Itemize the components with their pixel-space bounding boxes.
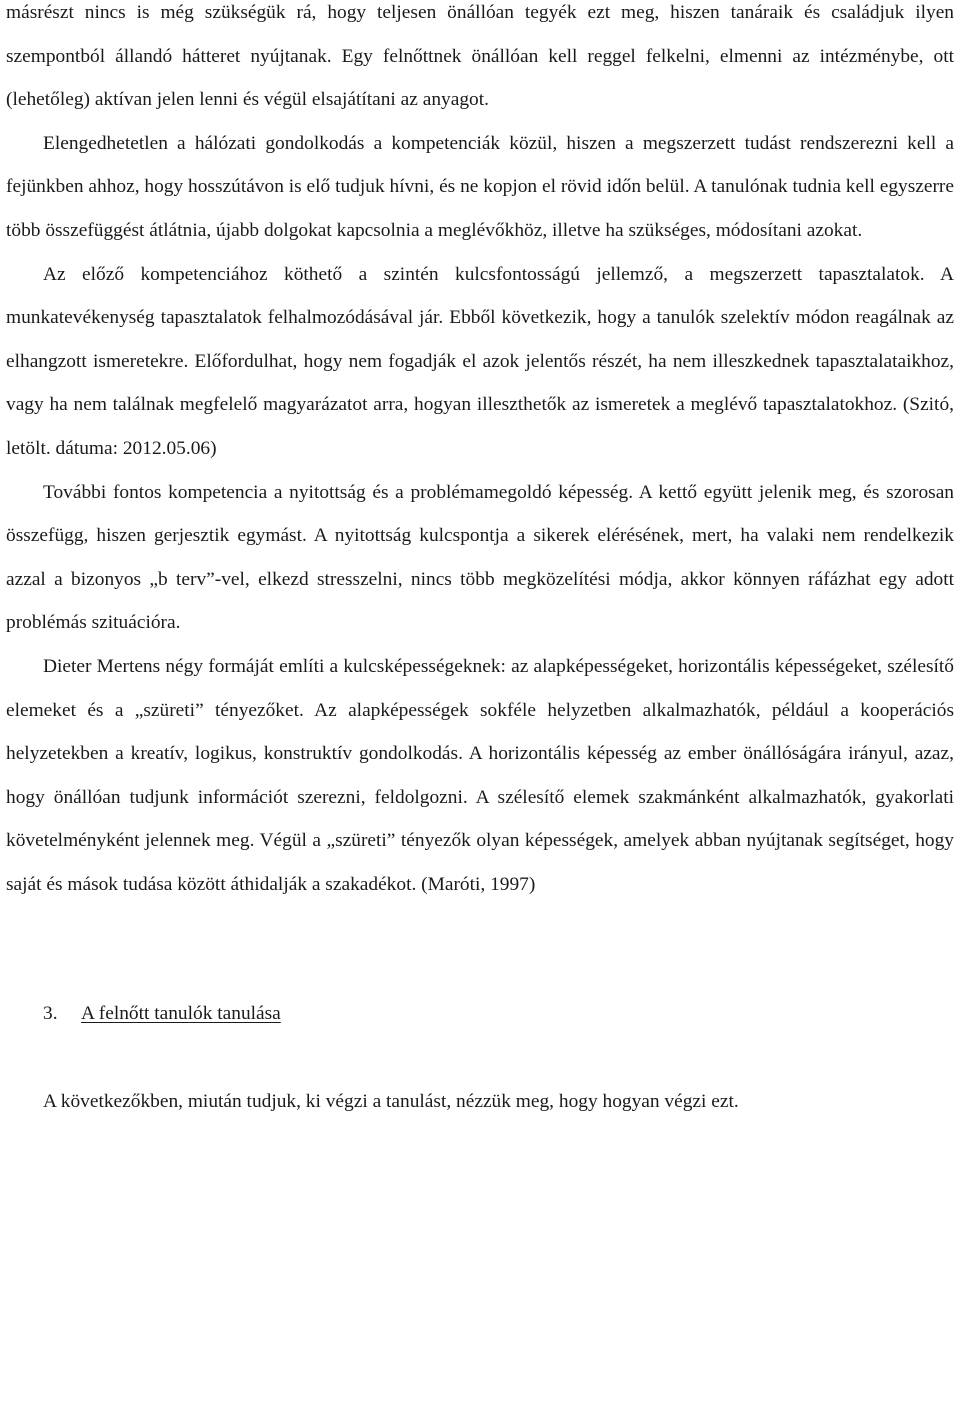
section-heading-title: A felnőtt tanulók tanulása	[81, 1003, 281, 1025]
closing-paragraph: A következőkben, miután tudjuk, ki végzi a tanulást, nézzük meg, hogy hogyan végzi ezt.	[43, 1091, 739, 1113]
paragraph-1: másrészt nincs is még szükségük rá, hogy teljesen önállóan tegyék ezt meg, hiszen tanáraik és családjuk ilyen szempontból állandó hátteret nyújtanak. Egy felnőttnek önállóan kell reggel felkelni, elmenni az intézménybe, ott (lehetőleg) aktívan jelen lenni és végül elsajátítani az anyagot.	[6, 2, 954, 111]
paragraph-2: Elengedhetetlen a hálózati gondolkodás a kompetenciák közül, hiszen a megszerzett tudást rendszerezni kell a fejünkben ahhoz, hogy hosszútávon is elő tudjuk hívni, és ne kopjon el rövid időn belül. A tanulónak tudnia kell egyszerre több összefüggést átlátnia, újabb dolgokat kapcsolnia a meglévőkhöz, illetve ha szükséges, módosítani azokat.	[6, 132, 954, 241]
paragraph-4: További fontos kompetencia a nyitottság és a problémamegoldó képesség. A kettő együtt jelenik meg, és szorosan összefügg, hiszen gerjesztik egymást. A nyitottság kulcspontja a sikerek elérésének, mert, ha valaki nem rendelkezik azzal a bizonyos „b terv”-vel, elkezd stresszelni, nincs több megközelítési módja, akkor könnyen ráfázhat egy adott problémás szituációra.	[6, 481, 954, 634]
paragraph-5: Dieter Mertens négy formáját említi a kulcsképességeknek: az alapképességeket, horizontális képességeket, szélesítő elemeket és a „szüreti” tényezőket. Az alapképességek sokféle helyzetben alkalmazhatók, például a kooperációs helyzetekben a kreatív, logikus, konstruktív gondolkodás. A horizontális képesség az ember önállóságára irányul, azaz, hogy önállóan tudjunk információt szerezni, feldolgozni. A szélesítő elemek szakmánként alkalmazhatók, gyakorlati követelményként jelennek meg. Végül a „szüreti” tényezők olyan képességek, amelyek abban nyújtanak segítséget, hogy saját és mások tudása között áthidalják a szakadékot. (Maróti, 1997)	[6, 655, 954, 895]
document-page	[6, 0, 954, 1124]
heading-spacer	[6, 1036, 954, 1080]
section-spacer	[6, 906, 954, 992]
section-heading	[6, 992, 954, 1036]
paragraph-3: Az előző kompetenciához köthető a szintén kulcsfontosságú jellemző, a megszerzett tapasztalatok. A munkatevékenység tapasztalatok felhalmozódásával jár. Ebből következik, hogy a tanulók szelektív módon reagálnak az elhangzott ismeretekre. Előfordulhat, hogy nem fogadják el azok jelentős részét, ha nem illeszkednek tapasztalataikhoz, vagy ha nem találnak megfelelő magyarázatot arra, hogyan illeszthetők az ismeretek a meglévő tapasztalatokhoz. (Szitó, letölt. dátuma: 2012.05.06)	[6, 263, 954, 459]
section-heading-number: 3.	[43, 1003, 58, 1025]
